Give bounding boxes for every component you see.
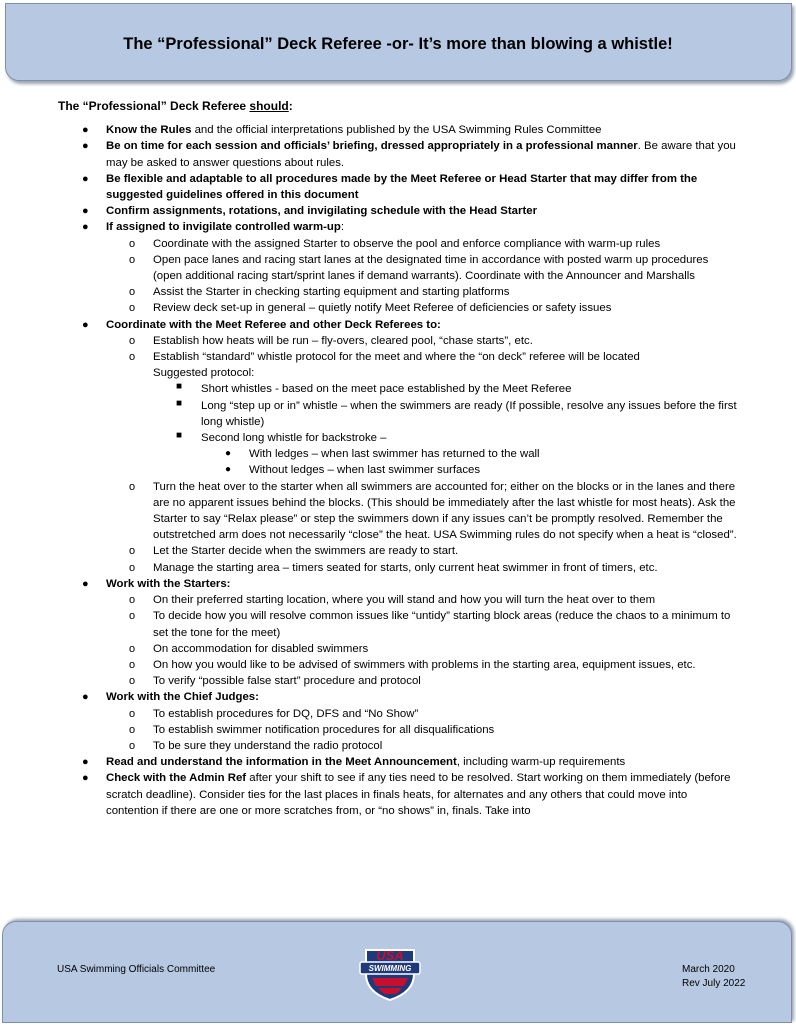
list-item xyxy=(106,300,738,316)
square-bullet-icon: ■ xyxy=(176,381,183,393)
list-item xyxy=(153,381,738,397)
list-item xyxy=(58,203,738,219)
section-heading xyxy=(58,98,738,114)
page-title: The “Professional” Deck Referee -or- It’s more than blowing a whistle! xyxy=(123,35,673,53)
circle-bullet-icon: o xyxy=(129,351,136,364)
list-item xyxy=(106,543,738,559)
bullet-icon: ● xyxy=(82,205,89,218)
duties-list xyxy=(58,122,738,819)
item-text: Assist the Starter in checking starting equipment and starting platforms xyxy=(153,286,510,299)
item-bold: Be on time for each session and officials’ briefing, dressed appropriately in a professional manner xyxy=(106,140,638,153)
item-bold: Coordinate with the Meet Referee and other Deck Referees to: xyxy=(106,318,441,331)
circle-bullet-icon: o xyxy=(129,334,136,347)
bullet-icon: ● xyxy=(82,124,89,137)
logo-usa: USA xyxy=(376,948,404,963)
circle-bullet-icon: o xyxy=(129,658,136,671)
item-bold: Work with the Starters: xyxy=(106,577,231,590)
item-text: and the official interpretations published by the USA Swimming Rules Committee xyxy=(191,124,602,137)
judges-sublist xyxy=(106,706,738,755)
coordinate-sublist xyxy=(106,333,738,576)
item-text: To establish procedures for DQ, DFS and “No Show” xyxy=(153,707,419,720)
item-text: after your shift to see if any ties need to be resolved. Start working on them immediately (before scratch deadline). Consider ties for the last places in finals heats, for alternates and any others that could move into contention if there are one or more scratches from, or “no shows” in, finals. Take into xyxy=(106,772,731,817)
list-item xyxy=(106,284,738,300)
bullet-icon: ● xyxy=(82,691,89,704)
item-bold: If assigned to invigilate controlled warm-up xyxy=(106,221,341,234)
bullet-icon: ● xyxy=(82,577,89,590)
circle-bullet-icon: o xyxy=(129,561,136,574)
item-text: To decide how you will resolve common issues like “untidy” starting block areas (reduce the chaos to a minimum to set the tone for the meet) xyxy=(153,610,731,639)
protocol-sublist xyxy=(153,381,738,478)
list-item xyxy=(106,608,738,640)
list-item xyxy=(106,252,738,284)
heading-colon: : xyxy=(288,99,293,113)
item-text: Manage the starting area – timers seated for starts, only current heat swimmer in front of timers, etc. xyxy=(153,561,658,574)
list-item xyxy=(58,689,738,754)
bullet-icon: ● xyxy=(82,772,89,785)
backstroke-sublist xyxy=(201,446,738,478)
circle-bullet-icon: o xyxy=(129,286,136,299)
item-text: : xyxy=(340,221,344,234)
logo-word: SWIMMING xyxy=(368,964,412,973)
circle-bullet-icon: o xyxy=(129,253,136,266)
bullet-icon: ● xyxy=(225,448,232,460)
list-item xyxy=(106,236,738,252)
item-text: Review deck set-up in general – quietly notify Meet Referee of deficiencies or safety issues xyxy=(153,302,612,315)
list-item xyxy=(153,398,738,430)
list-item xyxy=(58,138,738,170)
item-text: Long “step up or in” whistle – when the swimmers are ready (If possible, resolve any issues before the first long whistle) xyxy=(201,399,737,428)
list-item xyxy=(106,706,738,722)
item-bold: Work with the Chief Judges: xyxy=(106,691,259,704)
item-bold: Read and understand the information in the Meet Announcement xyxy=(106,756,457,769)
circle-bullet-icon: o xyxy=(129,480,136,493)
square-bullet-icon: ■ xyxy=(176,430,183,442)
list-item xyxy=(106,349,738,479)
circle-bullet-icon: o xyxy=(129,723,136,736)
list-item xyxy=(201,446,738,462)
circle-bullet-icon: o xyxy=(129,594,136,607)
circle-bullet-icon: o xyxy=(129,739,136,752)
item-text: Coordinate with the assigned Starter to observe the pool and enforce compliance with warm-up rules xyxy=(153,237,661,250)
list-item xyxy=(106,722,738,738)
heading-text: The “Professional” Deck Referee xyxy=(58,99,250,113)
square-bullet-icon: ■ xyxy=(176,397,183,409)
item-text: Suggested protocol: xyxy=(153,367,255,380)
item-text: To be sure they understand the radio protocol xyxy=(153,739,383,752)
usa-swimming-logo xyxy=(356,940,424,1002)
list-item xyxy=(106,560,738,576)
item-text: With ledges – when last swimmer has returned to the wall xyxy=(249,448,540,461)
list-item xyxy=(106,657,738,673)
bullet-icon: ● xyxy=(82,318,89,331)
item-text: Second long whistle for backstroke – xyxy=(201,432,387,445)
item-text: Short whistles - based on the meet pace established by the Meet Referee xyxy=(201,383,572,396)
item-text: Let the Starter decide when the swimmers are ready to start. xyxy=(153,545,459,558)
item-text: To verify “possible false start” procedure and protocol xyxy=(153,675,421,688)
date-revision: Rev July 2022 xyxy=(682,978,746,989)
bullet-icon: ● xyxy=(82,756,89,769)
item-text: Establish how heats will be run – fly-overs, cleared pool, “chase starts”, etc. xyxy=(153,334,533,347)
list-item xyxy=(106,333,738,349)
item-text: Open pace lanes and racing start lanes at the designated time in accordance with posted warm up procedures (open additional racing start/sprint lanes if demand warrants). Coordinate with the Announcer and Marshalls xyxy=(153,253,709,283)
bullet-icon: ● xyxy=(82,221,89,234)
item-bold: Check with the Admin Ref xyxy=(106,772,247,785)
circle-bullet-icon: o xyxy=(129,675,136,688)
list-item xyxy=(106,479,738,544)
circle-bullet-icon: o xyxy=(129,545,136,558)
bullet-icon: ● xyxy=(225,464,232,476)
item-text: Without ledges – when last swimmer surfaces xyxy=(249,464,481,477)
item-text: , including warm-up requirements xyxy=(456,756,626,769)
circle-bullet-icon: o xyxy=(129,642,136,655)
list-item xyxy=(106,592,738,608)
list-item xyxy=(58,219,738,316)
item-text: Turn the heat over to the starter when all swimmers are accounted for; either on the blocks or in the lanes and there are no apparent issues behind the blocks. (This should be immediately after the last whistle for most heats). Ask the Starter to say “Relax please” or step the swimmers down if any issues can’t be promptly resolved. Remember the outstretched arm does not necessarily “close” the heat. USA Swimming rules do not specify when a heat is “closed”. xyxy=(153,480,737,542)
item-text: Establish “standard” whistle protocol for the meet and where the “on deck” referee will be located xyxy=(153,351,640,364)
item-text: . Be aware that you may be asked to answer questions about rules. xyxy=(106,140,736,169)
list-item xyxy=(58,122,738,138)
list-item xyxy=(153,430,738,479)
footer-dates xyxy=(682,963,745,991)
list-item xyxy=(58,770,738,819)
warmup-sublist xyxy=(106,236,738,317)
date-original: March 2020 xyxy=(682,964,735,975)
list-item xyxy=(58,317,738,576)
circle-bullet-icon: o xyxy=(129,610,136,623)
starters-sublist xyxy=(106,592,738,689)
item-bold: Be flexible and adaptable to all procedures made by the Meet Referee or Head Starter that may differ from the suggested guidelines offered in this document xyxy=(106,172,698,202)
bullet-icon: ● xyxy=(82,172,89,185)
item-text: To establish swimmer notification procedures for all disqualifications xyxy=(153,723,495,736)
circle-bullet-icon: o xyxy=(129,707,136,720)
list-item xyxy=(106,738,738,754)
list-item xyxy=(58,171,738,203)
item-text: On accommodation for disabled swimmers xyxy=(153,642,369,655)
footer-organization: USA Swimming Officials Committee xyxy=(57,964,216,975)
list-item xyxy=(58,576,738,689)
item-bold: Know the Rules xyxy=(106,124,192,137)
circle-bullet-icon: o xyxy=(129,237,136,250)
circle-bullet-icon: o xyxy=(129,302,136,315)
item-bold: Confirm assignments, rotations, and invigilating schedule with the Head Starter xyxy=(106,205,538,218)
item-text: On how you would like to be advised of swimmers with problems in the starting area, equipment issues, etc. xyxy=(153,658,696,671)
bullet-icon: ● xyxy=(82,140,89,153)
document-body xyxy=(58,98,738,819)
list-item xyxy=(106,673,738,689)
list-item xyxy=(106,641,738,657)
heading-emphasis: should xyxy=(249,99,289,113)
list-item xyxy=(58,754,738,770)
list-item xyxy=(201,462,738,478)
item-text: On their preferred starting location, where you will stand and how you will turn the heat over to them xyxy=(153,594,656,607)
